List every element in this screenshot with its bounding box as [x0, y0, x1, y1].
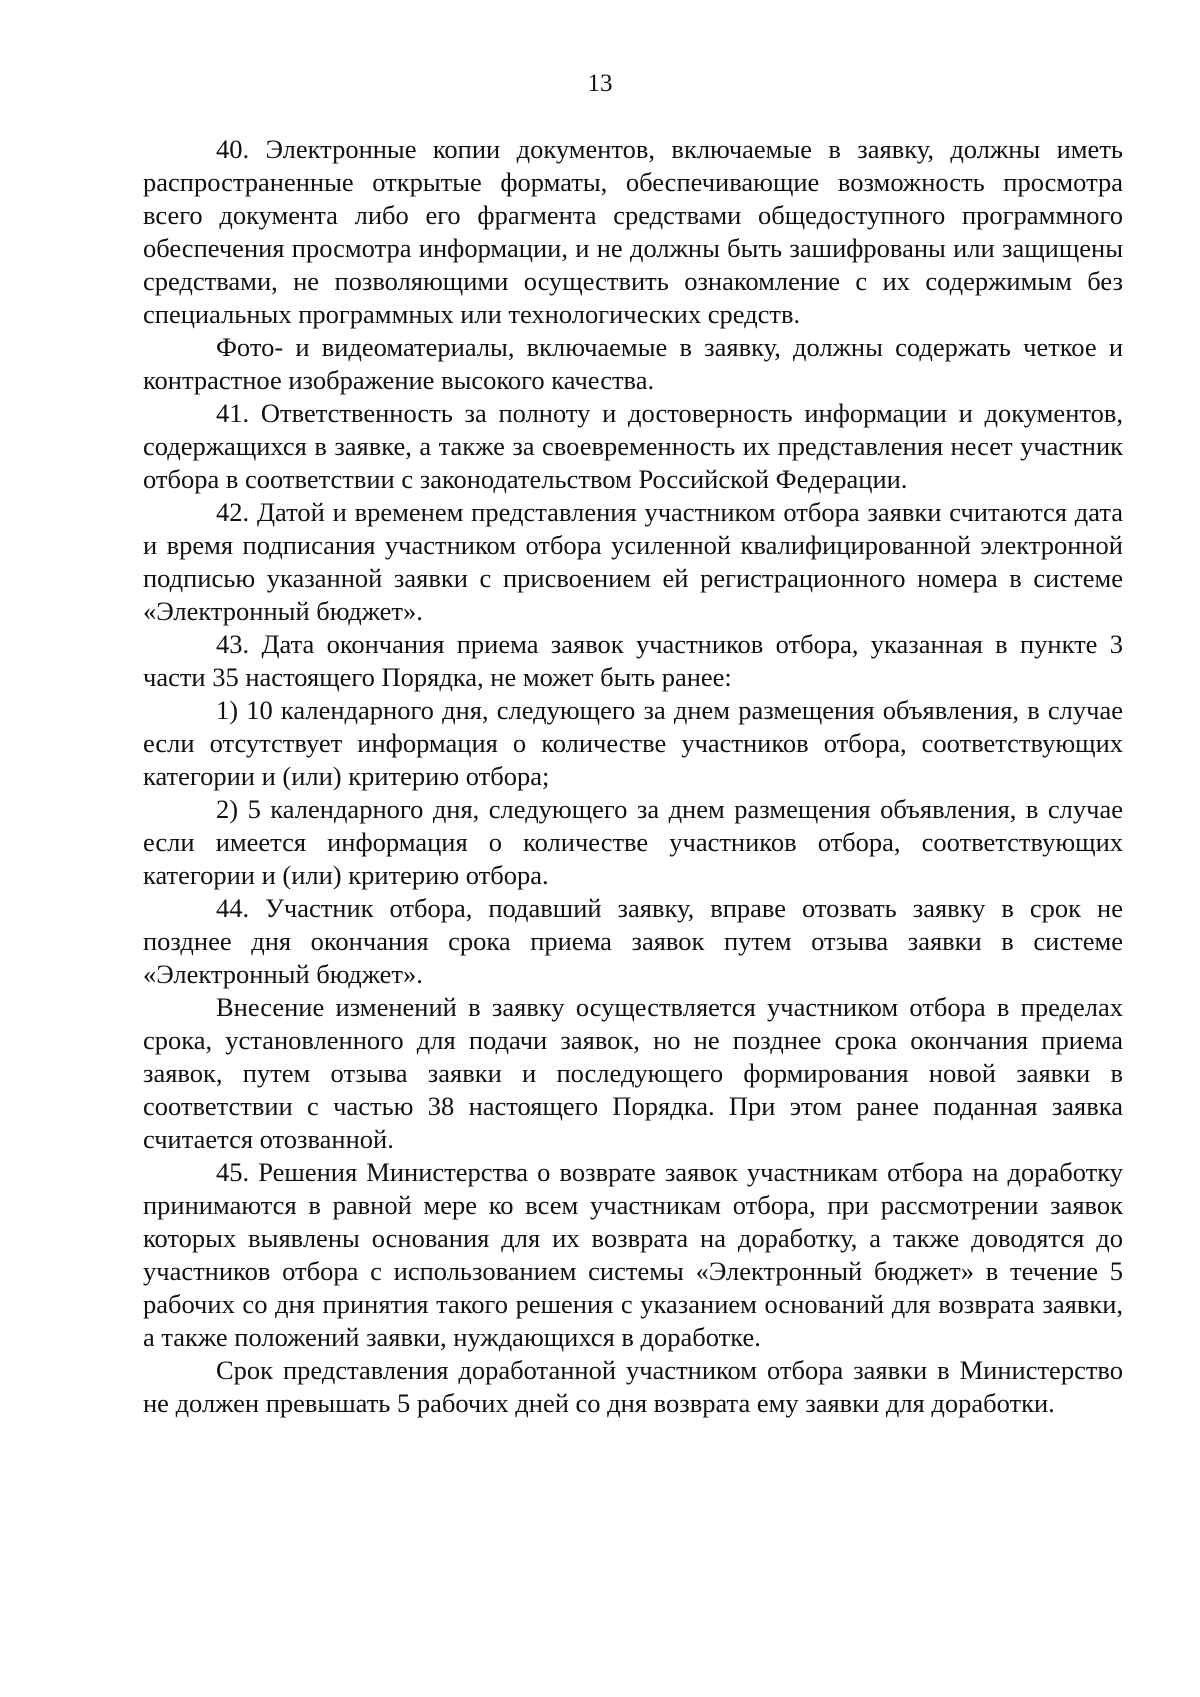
paragraph-41: 41. Ответственность за полноту и достоверность информации и документов, содержащихся в заявке, а также за своевременность их представления несет участник отбора в соответствии с законодательством Российской Федерации. [143, 398, 1123, 494]
paragraph-43-item-1: 1) 10 календарного дня, следующего за днем размещения объявления, в случае если отсутствует информация о количестве участников отбора, соответствующих категории и (или) критерию отбора; [143, 695, 1123, 791]
document-body [143, 133, 1123, 1420]
paragraph-44-changes: Внесение изменений в заявку осуществляется участником отбора в пределах срока, установленного для подачи заявок, но не позднее срока окончания приема заявок, путем отзыва заявки и последующего формирования новой заявки в соответствии с частью 38 настоящего Порядка. При этом ранее поданная заявка считается отозванной. [143, 992, 1123, 1154]
paragraph-42: 42. Датой и временем представления участником отбора заявки считаются дата и время подписания участником отбора усиленной квалифицированной электронной подписью указанной заявки с присвоением ей регистрационного номера в системе «Электронный бюджет». [143, 497, 1123, 626]
paragraph-44: 44. Участник отбора, подавший заявку, вправе отозвать заявку в срок не позднее дня окончания срока приема заявок путем отзыва заявки в системе «Электронный бюджет». [143, 893, 1123, 989]
paragraph-43: 43. Дата окончания приема заявок участников отбора, указанная в пункте 3 части 35 настоящего Порядка, не может быть ранее: [143, 629, 1123, 692]
paragraph-45: 45. Решения Министерства о возврате заявок участникам отбора на доработку принимаются в равной мере ко всем участникам отбора, при рассмотрении заявок которых выявлены основания для их возврата на доработку, а также доводятся до участников отбора с использованием системы «Электронный бюджет» в течение 5 рабочих со дня принятия такого решения с указанием оснований для возврата заявки, а также положений заявки, нуждающихся в доработке. [143, 1157, 1123, 1352]
paragraph-40-media: Фото- и видеоматериалы, включаемые в заявку, должны содержать четкое и контрастное изображение высокого качества. [143, 332, 1123, 395]
paragraph-45-deadline: Срок представления доработанной участником отбора заявки в Министерство не должен превышать 5 рабочих дней со дня возврата ему заявки для доработки. [143, 1355, 1123, 1418]
page-number: 13 [587, 70, 613, 97]
paragraph-43-item-2: 2) 5 календарного дня, следующего за днем размещения объявления, в случае если имеется информация о количестве участников отбора, соответствующих категории и (или) критерию отбора. [143, 794, 1123, 890]
paragraph-40: 40. Электронные копии документов, включаемые в заявку, должны иметь распространенные открытые форматы, обеспечивающие возможность просмотра всего документа либо его фрагмента средствами общедоступного программного обеспечения просмотра информации, и не должны быть зашифрованы или защищены средствами, не позволяющими осуществить ознакомление с их содержимым без специальных программных или технологических средств. [143, 134, 1123, 329]
